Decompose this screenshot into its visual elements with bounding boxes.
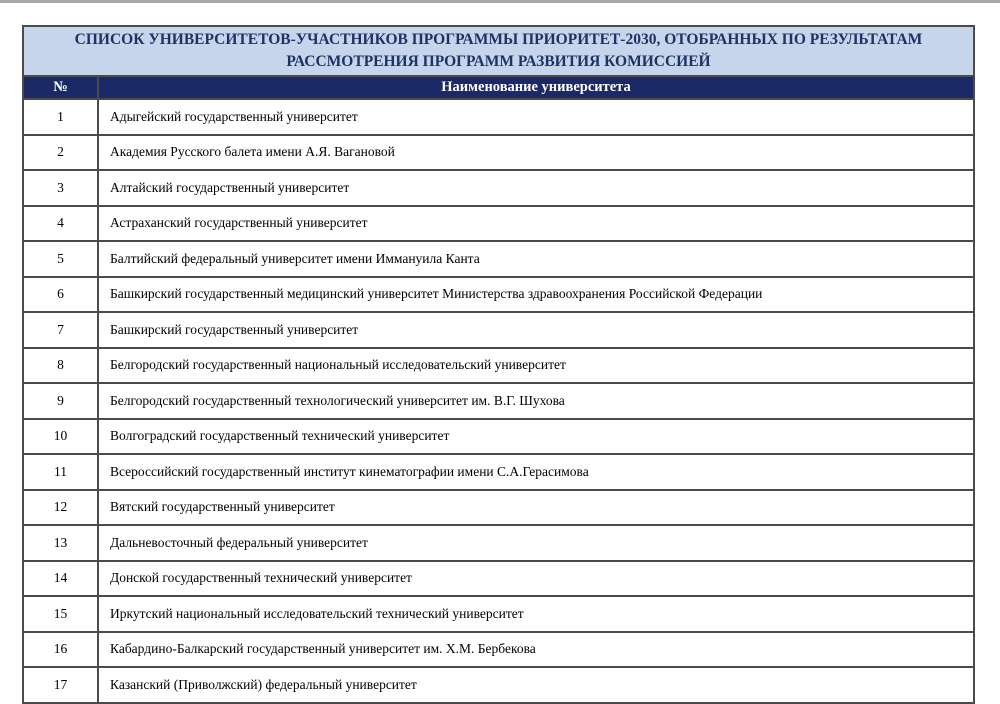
table-row [23, 490, 974, 526]
row-number: 10 [23, 419, 98, 455]
table-header-row [23, 76, 974, 99]
table-row [23, 561, 974, 597]
row-number: 5 [23, 241, 98, 277]
table-row [23, 454, 974, 490]
row-number: 13 [23, 525, 98, 561]
table-row [23, 596, 974, 632]
university-name: Белгородский государственный национальный исследовательский университет [98, 348, 974, 384]
row-number: 11 [23, 454, 98, 490]
table-row [23, 525, 974, 561]
row-number: 1 [23, 99, 98, 135]
table-row [23, 419, 974, 455]
page-top-edge [0, 0, 1000, 3]
row-number: 12 [23, 490, 98, 526]
row-number: 4 [23, 206, 98, 242]
table-row [23, 135, 974, 171]
row-number: 7 [23, 312, 98, 348]
university-name: Адыгейский государственный университет [98, 99, 974, 135]
table-row [23, 241, 974, 277]
university-name: Башкирский государственный медицинский университет Министерства здравоохранения Российской Федерации [98, 277, 974, 313]
row-number: 17 [23, 667, 98, 703]
row-number: 8 [23, 348, 98, 384]
row-number: 15 [23, 596, 98, 632]
university-name: Балтийский федеральный университет имени Иммануила Канта [98, 241, 974, 277]
university-name: Иркутский национальный исследовательский технический университет [98, 596, 974, 632]
table-row [23, 667, 974, 703]
table-row [23, 383, 974, 419]
university-name: Донской государственный технический университет [98, 561, 974, 597]
table-row [23, 170, 974, 206]
row-number: 3 [23, 170, 98, 206]
university-name: Всероссийский государственный институт кинематографии имени С.А.Герасимова [98, 454, 974, 490]
table-body [23, 99, 974, 703]
table-row [23, 99, 974, 135]
university-name: Астраханский государственный университет [98, 206, 974, 242]
university-name: Кабардино-Балкарский государственный университет им. Х.М. Бербекова [98, 632, 974, 668]
table-row [23, 348, 974, 384]
university-name: Белгородский государственный технологический университет им. В.Г. Шухова [98, 383, 974, 419]
table-title: СПИСОК УНИВЕРСИТЕТОВ-УЧАСТНИКОВ ПРОГРАММЫ ПРИОРИТЕТ-2030, ОТОБРАННЫХ ПО РЕЗУЛЬТАТАМ РАССМОТРЕНИЯ ПРОГРАММ РАЗВИТИЯ КОМИССИЕЙ [23, 26, 974, 76]
row-number: 14 [23, 561, 98, 597]
table-row [23, 632, 974, 668]
table-row [23, 312, 974, 348]
table-row [23, 206, 974, 242]
row-number: 9 [23, 383, 98, 419]
column-header-number: № [23, 76, 98, 99]
university-name: Дальневосточный федеральный университет [98, 525, 974, 561]
university-name: Казанский (Приволжский) федеральный университет [98, 667, 974, 703]
university-name: Башкирский государственный университет [98, 312, 974, 348]
row-number: 2 [23, 135, 98, 171]
row-number: 16 [23, 632, 98, 668]
universities-table [22, 25, 975, 704]
table-row [23, 277, 974, 313]
column-header-university-name: Наименование университета [98, 76, 974, 99]
university-name: Алтайский государственный университет [98, 170, 974, 206]
university-name: Вятский государственный университет [98, 490, 974, 526]
table-title-row [23, 26, 974, 76]
row-number: 6 [23, 277, 98, 313]
university-name: Волгоградский государственный технический университет [98, 419, 974, 455]
university-name: Академия Русского балета имени А.Я. Вагановой [98, 135, 974, 171]
